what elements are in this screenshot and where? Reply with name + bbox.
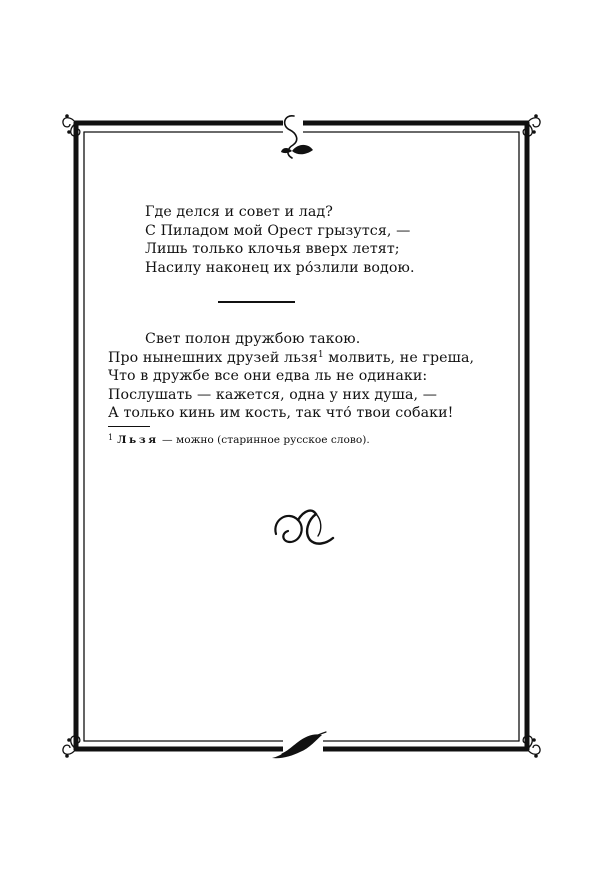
footnote-term: Льзя <box>117 434 159 446</box>
verse-line: Где делся и совет и лад? <box>145 204 333 220</box>
verse-line: А только кинь им кость, так что́ твои собаки! <box>108 405 454 422</box>
verse-line: С Пиладом мой Орест грызутся, — <box>145 222 411 239</box>
verse-line: Насилу наконец их ро́злили водою. <box>145 259 415 276</box>
footnote-rule <box>108 426 150 427</box>
swash-flourish-icon <box>272 732 326 758</box>
footnote-text: — можно (старинное русское слово). <box>158 434 370 446</box>
verse-text: молвить, не греша, <box>323 349 475 366</box>
footnote-number: 1 <box>108 433 114 442</box>
verse-line: Послушать — кажется, одна у них душа, — <box>108 386 438 403</box>
verse-line: Свет полон дружбою такою. <box>145 331 361 347</box>
verse-text: Про нынешних друзей льзя <box>108 349 318 366</box>
calligraphic-flourish-icon <box>275 511 333 544</box>
verse-line <box>108 349 474 368</box>
section-divider <box>218 301 295 303</box>
footnote-marker: 1 <box>317 349 324 360</box>
footnote <box>108 433 370 446</box>
verse-line: Лишь только клочья вверх летят; <box>145 241 400 258</box>
verse-line: Что в дружбе все они едва ль не одинаки: <box>108 368 428 385</box>
